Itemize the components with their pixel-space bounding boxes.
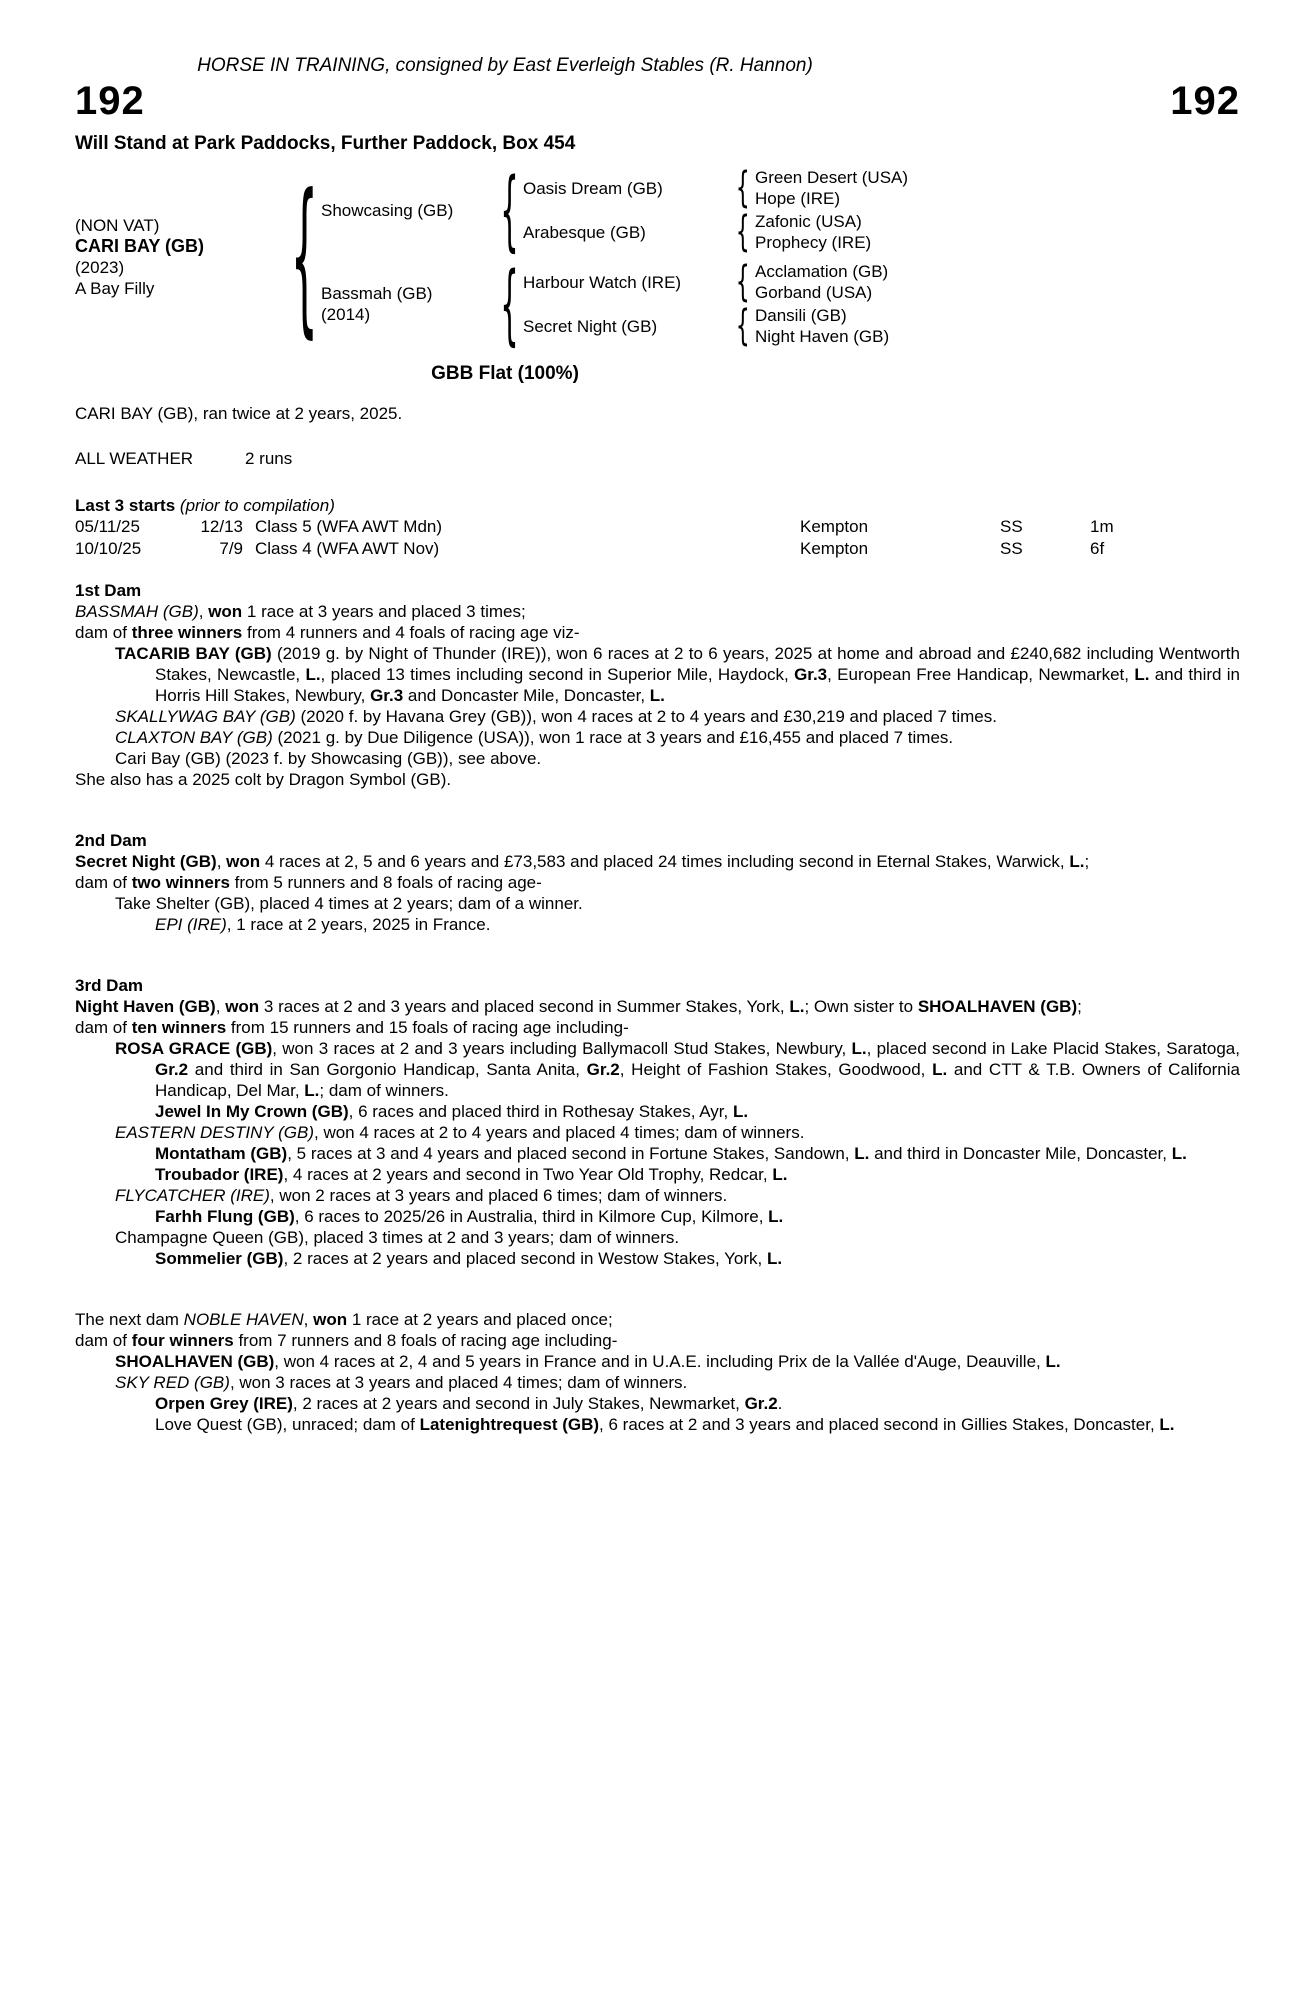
pedigree-paragraph: SKY RED (GB), won 3 races at 3 years and placed 4 times; dam of winners. <box>115 1373 688 1392</box>
dam-sire-brace <box>731 262 755 302</box>
start-date: 10/10/25 <box>75 539 142 558</box>
sire-brace <box>495 181 523 239</box>
sire-sire-name: Oasis Dream (GB) <box>523 178 663 198</box>
sire-dam-branch <box>523 211 1240 253</box>
dam-name: Bassmah (GB) <box>321 284 433 303</box>
non-vat-note: (NON VAT) <box>75 216 160 235</box>
last-starts-label: Last 3 starts <box>75 496 176 515</box>
dam-sire-name: Harbour Watch (IRE) <box>523 272 682 292</box>
pedigree-paragraph: Love Quest (GB), unraced; dam of Latenightrequest (GB), 6 races at 2 and 3 years and placed second in Gillies Stakes, Doncaster, L. <box>155 1415 1175 1434</box>
sire-dam-dam-name: Prophecy (IRE) <box>755 233 872 252</box>
last-starts-table <box>75 516 1240 560</box>
pedigree-paragraph: Secret Night (GB), won 4 races at 2, 5 and 6 years and £73,583 and placed 24 times including second in Eternal Stakes, Warwick, L.; <box>75 852 1090 871</box>
finish-position: 12/13 <box>200 517 243 536</box>
consignor-line: HORSE IN TRAINING, consigned by East Everleigh Stables (R. Hannon) <box>197 55 813 76</box>
pedigree-paragraph: dam of ten winners from 15 runners and 15 foals of racing age including- <box>75 1018 629 1037</box>
surface-label: ALL WEATHER <box>75 449 194 468</box>
race-start-row <box>75 538 1240 560</box>
surface-record-row <box>75 448 1240 469</box>
sire-sire-dam-name: Hope (IRE) <box>755 189 841 208</box>
pedigree-paragraph: dam of four winners from 7 runners and 8 foals of racing age including- <box>75 1331 618 1350</box>
dam-sire-sire-name: Acclamation (GB) <box>755 262 889 281</box>
dam-brace <box>495 275 523 333</box>
last-starts-note: (prior to compilation) <box>179 496 335 515</box>
sire-name: Showcasing (GB) <box>321 200 454 220</box>
foal-year: (2023) <box>75 258 125 277</box>
pedigree-paragraph: Montatham (GB), 5 races at 3 and 4 years and placed second in Fortune Stakes, Sandown, L. and third in Doncaster Mile, Doncaster, L. <box>155 1144 1187 1163</box>
lot-number-left: 192 <box>75 79 145 123</box>
pedigree-paragraph: Sommelier (GB), 2 races at 2 years and placed second in Westow Stakes, York, L. <box>155 1249 783 1268</box>
race-summary: CARI BAY (GB), ran twice at 2 years, 2025. <box>75 404 403 423</box>
pedigree-paragraph: Cari Bay (GB) (2023 f. by Showcasing (GB)), see above. <box>115 749 542 768</box>
pedigree-paragraph: EPI (IRE), 1 race at 2 years, 2025 in France. <box>155 915 491 934</box>
sire-dam-brace <box>731 212 755 252</box>
dam-dam-branch <box>523 305 1240 347</box>
dam-section <box>75 1309 1240 1435</box>
section-heading: 1st Dam <box>75 581 142 600</box>
lot-number-right: 192 <box>1170 79 1240 123</box>
pedigree-paragraph: Jewel In My Crown (GB), 6 races and placed third in Rothesay Stakes, Ayr, L. <box>155 1102 749 1121</box>
subject-block <box>75 215 287 299</box>
pedigree-paragraph: Night Haven (GB), won 3 races at 2 and 3 years and placed second in Summer Stakes, York, L.; Own sister to SHOALHAVEN (GB); <box>75 997 1082 1016</box>
pedigree-paragraph: Farhh Flung (GB), 6 races to 2025/26 in Australia, third in Kilmore Cup, Kilmore, L. <box>155 1207 784 1226</box>
last-starts-heading <box>75 495 1240 516</box>
sex-description: A Bay Filly <box>75 279 155 298</box>
race-class: Class 4 (WFA AWT Nov) <box>255 539 440 558</box>
race-class: Class 5 (WFA AWT Mdn) <box>255 517 443 536</box>
sire-dam-sire-name: Zafonic (USA) <box>755 212 862 231</box>
dam-section <box>75 975 1240 1269</box>
sire-branch <box>321 167 1240 253</box>
finish-position: 7/9 <box>219 539 243 558</box>
pedigree-paragraph: ROSA GRACE (GB), won 3 races at 2 and 3 years including Ballymacoll Stud Stakes, Newbury, L., placed second in Lake Placid Stakes, Saratoga, Gr.2 and third in San Gorgonio Handicap, Santa Anita, Gr.2, Height of Fashion Stakes, Goodwood, L. and CTT & T.B. Owners of California Handicap, Del Mar, L.; dam of winners. <box>115 1039 1240 1100</box>
pedigree-paragraph: SKALLYWAG BAY (GB) (2020 f. by Havana Grey (GB)), won 4 races at 2 to 4 years and £30,219 and placed 7 times. <box>115 707 997 726</box>
race-distance: 6f <box>1090 539 1105 558</box>
dam-dam-name: Secret Night (GB) <box>523 316 658 336</box>
pedigree-brace-main <box>287 167 321 347</box>
pedigree-paragraph: CLAXTON BAY (GB) (2021 g. by Due Diligence (USA)), won 1 race at 3 years and £16,455 and placed 7 times. <box>115 728 954 747</box>
horse-name: CARI BAY (GB) <box>75 236 205 256</box>
going-code: SS <box>1000 517 1023 536</box>
section-heading: 3rd Dam <box>75 976 144 995</box>
race-distance: 1m <box>1090 517 1114 536</box>
pedigree-paragraph: dam of three winners from 4 runners and 4 foals of racing age viz- <box>75 623 580 642</box>
dam-sire-branch <box>523 261 1240 303</box>
start-date: 05/11/25 <box>75 517 140 536</box>
dam-sire-dam-name: Gorband (USA) <box>755 283 873 302</box>
dam-sections <box>75 580 1240 1435</box>
pedigree-paragraph: She also has a 2025 colt by Dragon Symbol (GB). <box>75 770 452 789</box>
dam-section <box>75 580 1240 790</box>
race-start-row <box>75 516 1240 538</box>
dam-dam-sire-name: Dansili (GB) <box>755 306 847 325</box>
going-code: SS <box>1000 539 1023 558</box>
pedigree-paragraph: SHOALHAVEN (GB), won 4 races at 2, 4 and 5 years in France and in U.A.E. including Prix de la Vallée d'Auge, Deauville, L. <box>115 1352 1061 1371</box>
pedigree-generations <box>321 167 1240 347</box>
sire-sire-brace <box>731 168 755 208</box>
pedigree-paragraph: TACARIB BAY (GB) (2019 g. by Night of Thunder (IRE)), won 6 races at 2 to 6 years, 2025 at home and abroad and £240,682 including Wentworth Stakes, Newcastle, L., placed 13 times including second in Superior Mile, Haydock, Gr.3, European Free Handicap, Newmarket, L. and third in Horris Hill Stakes, Newbury, Gr.3 and Doncaster Mile, Doncaster, L. <box>115 644 1240 705</box>
gbb-eligibility: GBB Flat (100%) <box>431 363 579 384</box>
sire-dam-name: Arabesque (GB) <box>523 222 646 242</box>
runs-count: 2 runs <box>245 449 293 468</box>
pedigree-paragraph: dam of two winners from 5 runners and 8 foals of racing age- <box>75 873 542 892</box>
pedigree-table <box>75 167 1240 347</box>
pedigree-paragraph: Orpen Grey (IRE), 2 races at 2 years and second in July Stakes, Newmarket, Gr.2. <box>155 1394 783 1413</box>
section-heading: 2nd Dam <box>75 831 147 850</box>
lot-number-row <box>75 81 1240 121</box>
pedigree-paragraph: Take Shelter (GB), placed 4 times at 2 years; dam of a winner. <box>115 894 583 913</box>
dam-dam-dam-name: Night Haven (GB) <box>755 327 890 346</box>
pedigree-paragraph: FLYCATCHER (IRE), won 2 races at 3 years and placed 6 times; dam of winners. <box>115 1186 728 1205</box>
sire-sire-branch <box>523 167 1240 209</box>
stand-location-line: Will Stand at Park Paddocks, Further Paddock, Box 454 <box>75 133 576 154</box>
course-name: Kempton <box>800 539 869 558</box>
dam-year: (2014) <box>321 305 371 324</box>
pedigree-paragraph: The next dam NOBLE HAVEN, won 1 race at 2 years and placed once; <box>75 1310 613 1329</box>
pedigree-paragraph: BASSMAH (GB), won 1 race at 3 years and placed 3 times; <box>75 602 526 621</box>
last-starts-block <box>75 495 1240 560</box>
course-name: Kempton <box>800 517 869 536</box>
dam-branch <box>321 261 1240 347</box>
pedigree-paragraph: Champagne Queen (GB), placed 3 times at 2 and 3 years; dam of winners. <box>115 1228 680 1247</box>
dam-section <box>75 830 1240 935</box>
pedigree-paragraph: Troubador (IRE), 4 races at 2 years and second in Two Year Old Trophy, Redcar, L. <box>155 1165 788 1184</box>
sire-sire-sire-name: Green Desert (USA) <box>755 168 909 187</box>
pedigree-paragraph: EASTERN DESTINY (GB), won 4 races at 2 to 4 years and placed 4 times; dam of winners. <box>115 1123 805 1142</box>
dam-dam-brace <box>731 306 755 346</box>
